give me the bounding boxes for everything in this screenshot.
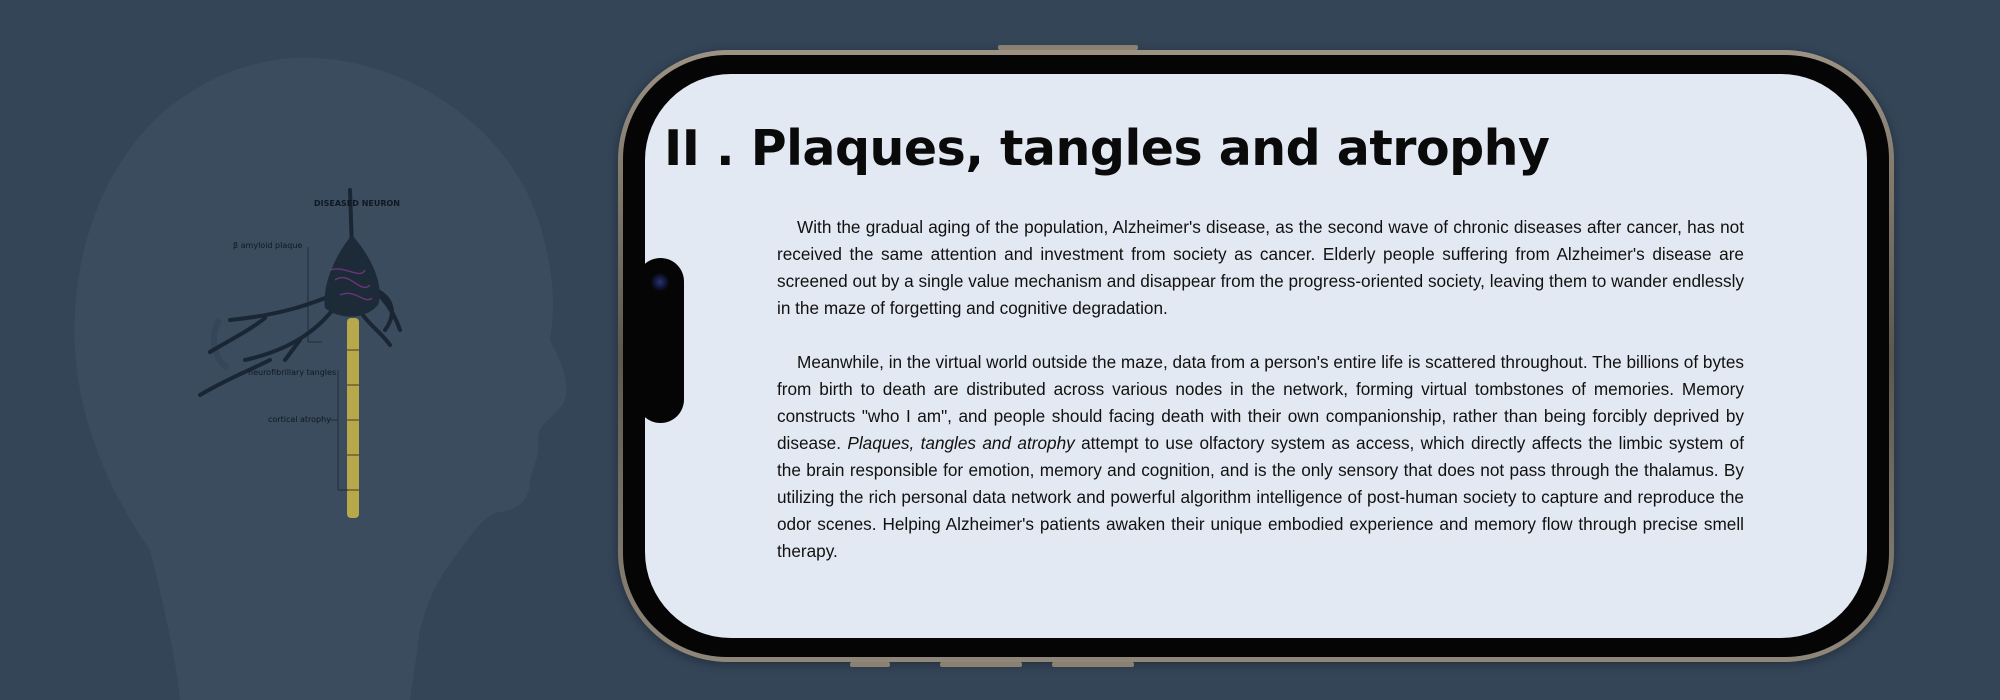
phone-bottom-button-3 (1052, 662, 1134, 667)
phone-top-button (998, 45, 1138, 50)
project-title-italic: Plaques, tangles and atrophy (847, 433, 1075, 453)
paragraph-1: With the gradual aging of the population, Alzheimer's disease, as the second wave of chronic diseases after cancer, has not received the same attention and investment from society as cancer. Elderly people suffering from Alzheimer's disease are screened out by a single value mechanism and disappear from the progress-oriented society, leaving them to wander endlessly in the maze of forgetting and cognitive degradation. (777, 217, 1744, 318)
article-body (777, 214, 1744, 592)
neuron-illustration (60, 30, 580, 700)
paragraph-2-text-b: attempt to use olfactory system as access, which directly affects the limbic system of the brain responsible for emotion, memory and cognition, and is the only sensory that does not pass through the thalamus. By utilizing the rich personal data network and powerful algorithm intelligence of post-human society to capture and reproduce the odor scenes. Helping Alzheimer's patients awaken their unique embodied experience and memory flow through precise smell therapy. (777, 433, 1745, 561)
label-amyloid-plaque: β amyloid plaque (233, 241, 303, 250)
axon (347, 318, 359, 518)
camera-icon (651, 273, 669, 291)
head-silhouette-graphic (60, 30, 580, 700)
phone-bottom-button-1 (850, 662, 890, 667)
paragraph-2-text-a: Meanwhile, in the virtual world outside the maze, data from a person's entire life is scattered throughout. The billions of bytes from birth to death are distributed across various nodes in the network, forming virtual tombstones of memories. Memory constructs "who I am", and people should facing death with their own companionship, rather than being forcibly deprived by disease. (777, 352, 1744, 453)
phone-bottom-button-2 (940, 662, 1022, 667)
page-title: II . Plaques, tangles and atrophy (664, 120, 1550, 177)
paragraph-2 (777, 349, 1744, 565)
diagram-title: DISEASED NEURON (314, 199, 400, 208)
head-shape (74, 58, 566, 700)
label-neurofibrillary-tangles: neurofibrillary tangles (248, 368, 337, 377)
label-cortical-atrophy: cortical atrophy (268, 415, 331, 424)
dynamic-island (637, 258, 684, 423)
